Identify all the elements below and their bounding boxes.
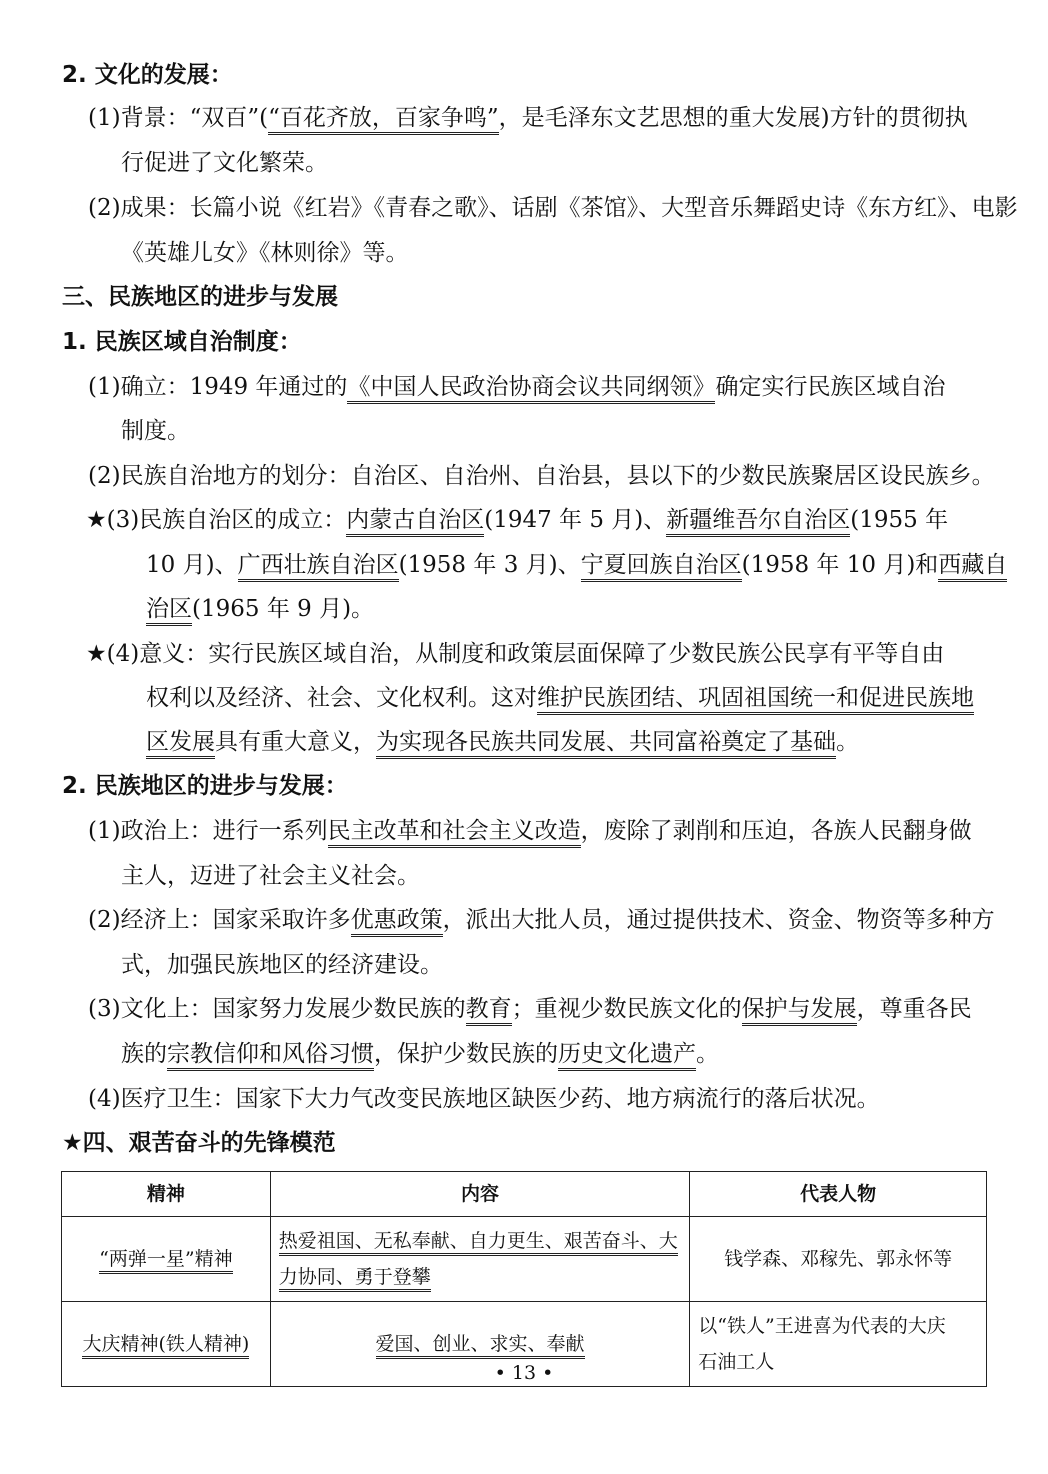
underlined-text: 民主改革和社会主义改造 (328, 818, 581, 848)
text: 具有重大意义， (215, 729, 376, 755)
text: 10 月)、 (146, 552, 238, 578)
section-heading-pioneers: ★四、艰苦奋斗的先锋模范 (62, 1130, 336, 1156)
text: (1955 年 (850, 507, 949, 533)
paragraph-achievements: (2)成果：长篇小说《红岩》《青春之歌》、话剧《茶馆》、大型音乐舞蹈史诗《东方红》、电影 (88, 195, 1018, 221)
underlined-text: 为实现各民族共同发展、共同富裕奠定了基础 (376, 729, 836, 759)
section-title-culture: 2. 文化的发展： (62, 62, 233, 88)
column-header-people: 代表人物 (690, 1172, 987, 1217)
underlined-text: 热爱祖国、无私奉献、自力更生、艰苦奋斗、大 (279, 1230, 678, 1256)
underlined-text: 宁夏回族自治区 (581, 552, 742, 582)
paragraph-establishment-cont: 制度。 (121, 418, 190, 444)
paragraph-economy (88, 905, 995, 935)
text: (3)文化上：国家努力发展少数民族的 (88, 996, 466, 1022)
underlined-text: 广西壮族自治区 (238, 552, 399, 582)
text: (4)意义：实行民族区域自治，从制度和政策层面保障了少数民族公民享有平等自由 (106, 641, 945, 667)
text: 。 (836, 729, 859, 755)
underlined-text: 新疆维吾尔自治区 (666, 507, 850, 537)
text: ，尊重各民 (856, 996, 972, 1022)
star-icon: ★ (86, 641, 107, 667)
paragraph-significance-cont2 (146, 727, 859, 757)
text: (3)民族自治区的成立： (106, 507, 347, 533)
column-header-spirit: 精神 (62, 1172, 271, 1217)
paragraph-background (88, 103, 968, 133)
underlined-text: “百花齐放，百家争鸣” (268, 105, 499, 135)
paragraph-division: (2)民族自治地方的划分：自治区、自治州、自治县，县以下的少数民族聚居区设民族乡。 (88, 463, 995, 489)
text: (1)政治上：进行一系列 (88, 818, 328, 844)
table-header-row (62, 1172, 987, 1217)
text: (1)背景：“双百”( (88, 105, 269, 131)
text: (1965 年 9 月)。 (192, 596, 375, 622)
text: 族的 (121, 1041, 167, 1067)
paragraph-achievements-cont: 《英雄儿女》《林则徐》等。 (121, 240, 409, 266)
underlined-text: 西藏自 (938, 552, 1007, 582)
paragraph-significance-cont (146, 683, 974, 713)
paragraph-founding-cont2 (146, 594, 374, 624)
paragraph-culture (88, 994, 972, 1024)
underlined-text: 爱国、创业、求实、奉献 (376, 1333, 585, 1359)
underlined-text: 教育 (466, 996, 512, 1026)
text: 以“铁人”王进喜为代表的大庆 (698, 1315, 946, 1337)
text: (1947 年 5 月)、 (484, 507, 667, 533)
text: (1958 年 10 月)和 (741, 552, 939, 578)
underlined-text: 力协同、勇于登攀 (279, 1266, 431, 1292)
underlined-text: 区发展 (146, 729, 215, 759)
underlined-text: 宗教信仰和风俗习惯 (167, 1041, 374, 1071)
paragraph-politics-cont: 主人，迈进了社会主义社会。 (121, 863, 420, 889)
paragraph-significance (86, 639, 944, 669)
section-heading-ethnic-regions: 三、民族地区的进步与发展 (62, 284, 338, 310)
text: ，派出大批人员，通过提供技术、资金、物资等多种方 (442, 907, 995, 933)
text: ；重视少数民族文化的 (511, 996, 742, 1022)
underlined-text: 维护民族团结、巩固祖国统一和促进民族地 (537, 685, 974, 715)
paragraph-establishment (88, 372, 945, 402)
text: (2)经济上：国家采取许多 (88, 907, 351, 933)
text: 石油工人 (698, 1351, 775, 1373)
underlined-text: 大庆精神(铁人精神) (82, 1333, 249, 1359)
pioneer-spirit-table (61, 1171, 987, 1387)
star-icon: ★ (86, 507, 107, 533)
text: ，废除了剥削和压迫，各族人民翻身做 (580, 818, 972, 844)
paragraph-founding-cont (146, 550, 1007, 580)
text: 权利以及经济、社会、文化权利。这对 (146, 685, 537, 711)
underlined-text: 历史文化遗产 (558, 1041, 696, 1071)
paragraph-founding (86, 505, 948, 535)
underlined-text: 优惠政策 (351, 907, 443, 937)
table-cell-spirit (62, 1217, 271, 1302)
underlined-text: 保护与发展 (742, 996, 857, 1026)
text: 。 (696, 1041, 719, 1067)
column-header-content: 内容 (270, 1172, 690, 1217)
underlined-text: “两弹一星”精神 (99, 1248, 232, 1274)
page-number: • 13 • (494, 1362, 554, 1384)
table-row (62, 1217, 987, 1302)
paragraph-culture-cont (121, 1039, 719, 1069)
text: (1958 年 3 月)、 (398, 552, 581, 578)
paragraph-background-cont: 行促进了文化繁荣。 (121, 150, 328, 176)
text: (1)确立：1949 年通过的 (88, 374, 348, 400)
underlined-text: 内蒙古自治区 (346, 507, 484, 537)
underlined-text: 治区 (146, 596, 192, 626)
text: ，是毛泽东文艺思想的重大发展)方针的贯彻执 (498, 105, 968, 131)
table-cell-content (270, 1217, 690, 1302)
paragraph-politics (88, 816, 972, 846)
paragraph-healthcare: (4)医疗卫生：国家下大力气改变民族地区缺医少药、地方病流行的落后状况。 (88, 1086, 880, 1112)
subsection-title-progress: 2. 民族地区的进步与发展： (62, 773, 348, 799)
text: 确定实行民族区域自治 (715, 374, 946, 400)
table-cell-people: 钱学森、邓稼先、郭永怀等 (690, 1217, 987, 1302)
paragraph-economy-cont: 式，加强民族地区的经济建设。 (121, 952, 443, 978)
underlined-text: 《中国人民政治协商会议共同纲领》 (347, 374, 715, 404)
text: ，保护少数民族的 (374, 1041, 558, 1067)
subsection-title-autonomy: 1. 民族区域自治制度： (62, 329, 302, 355)
